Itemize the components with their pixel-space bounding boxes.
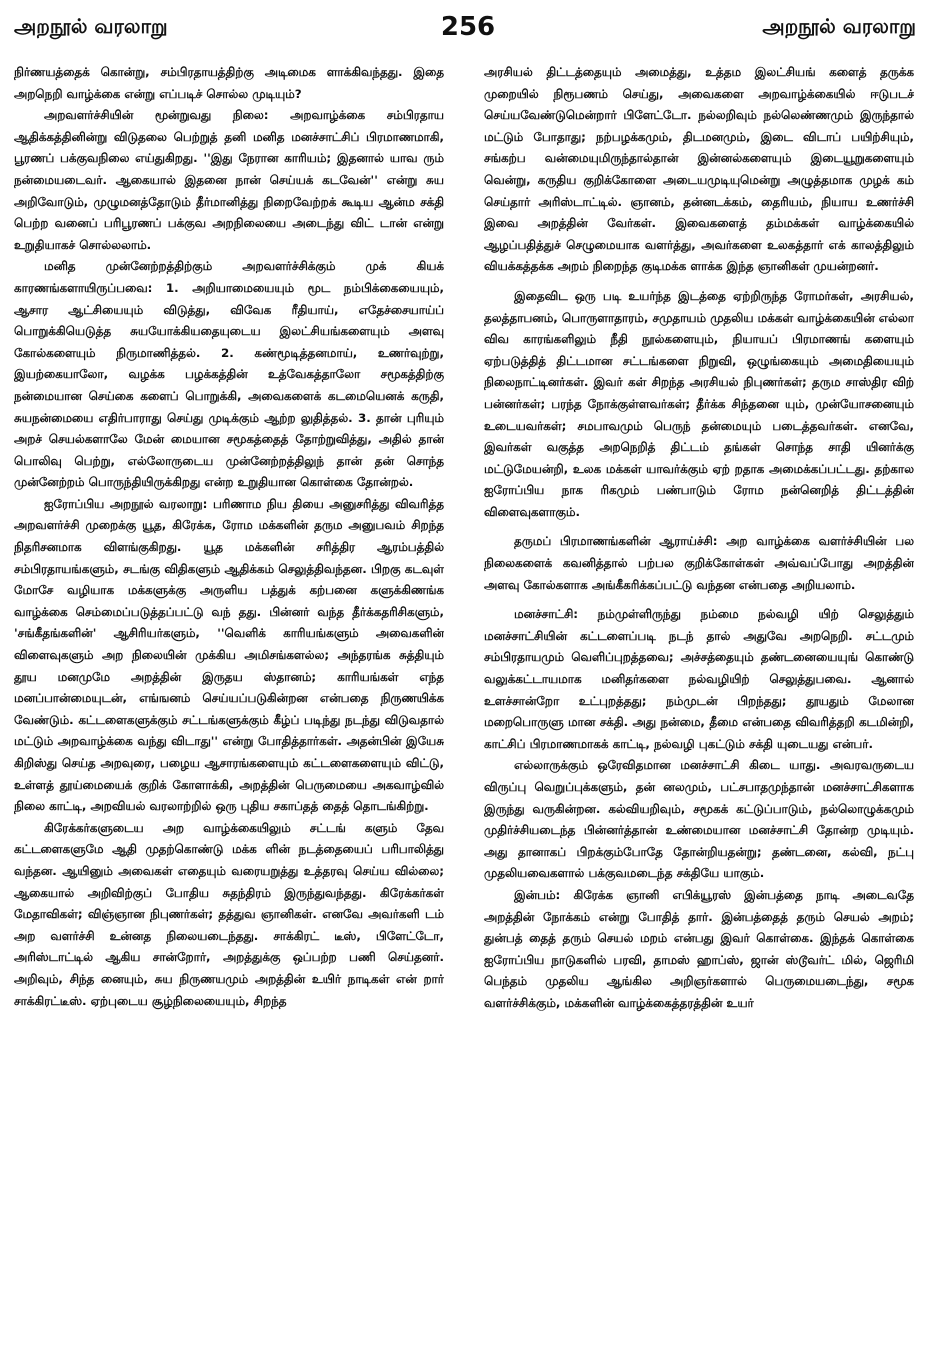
paragraph-text: இதைவிட ஒரு படி உயர்ந்த இடத்தை ஏற்றிருந்த ரோமர்கள், அரசியல், தலத்தாபனம், பொருளாதாரம், சமுதாயம் முதலிய மக்கள் வாழ்க்கையின் எல்லா விவ காரங்களிலும் நீதி நூல்களையும், நியாயப் பிரமாணங் களையும் ஏற்படுத்தித் திட்டமான சட்டங்களை நிறுவி, ஒழுங்கையும் அமைதியையும் நிலைநாட்டினர்கள். இவர் கள் சிறந்த அரசியல் நிபுணர்கள்; தரும சாஸ்திர விற் பன்னர்கள்; பரந்த நோக்குள்ளவர்கள்; தீர்க்க சிந்தனை யும், முன்யோசனையும் உடையவர்கள்; சமபாவமும் பெருந் தன்மையும் படைத்தவர்கள். எனவே, இவர்கள் வகுத்த அறநெறித் திட்டம் தங்கள் சொந்த சாதி யினர்க்கு மட்டுமேயன்றி, உலக மக்கள் யாவர்க்கும் ஏற் றதாக அமைக்கப்பட்டது. தற்கால ஐரோப்பிய நாக ரிகமும் பண்பாடும் ரோம நன்னெறித் திட்டத்தின் விளைவுகளாகும்.	[484, 288, 914, 519]
paragraph-text: பரிணாம நிய தியை அனுசரித்து விவரித்த அறவளர்ச்சி முறைக்கு யூத, கிரேக்க, ரோம மக்களின் தரும அனுபவம் சிறந்த நிதரிசனமாக விளங்குகிறது. யூத மக்களின் சரித்திர ஆரம்பத்தில் சம்பிரதாயங்களும், சடங்கு விதிகளும் ஆதிக்கம் செலுத்திவந்தன. பிறகு கடவுள் மோசே வழியாக மக்களுக்கு அருளிய பத்துக் கற்பனை களுக்கிணங்க வாழ்க்கை செம்மைப்படுத்தப்பட்டு வந் தது. பின்னர் வந்த தீர்க்கதரிசிகளும், 'சங்கீதங்களின்' ஆசிரியர்களும், ''வெளிக் காரியங்களும் அவைகளின் விளைவுகளும் அற நிலையின் முக்கிய அமிசங்களல்ல; அந்தரங்க சுத்தியும் தூய மனமுமே அறத்தின் இருதய ஸ்தானம்; காரியங்கள் எந்த மனப்பான்மையுடன், எங்ஙனம் செய்யப்படுகின்றன என்பதை நிருணயிக்க வேண்டும். கட்டளைகளுக்கும் சட்டங்களுக்கும் கீழ்ப் படிந்து நடந்து விடுவதால் மட்டும் அறவாழ்க்கை வந்து விடாது'' என்று போதித்தார்கள். அதன்பின் இயேசு கிறிஸ்து செய்த அறவுரை, பழைய ஆசாரங்களையும் கட்டளைகளையும் விட்டு, உள்ளத் தூய்மையைக் குறிக் கோளாக்கி, அறத்தின் பெருமையை அகவாழ்வில் நிலை காட்டி, அறவியல் வரலாற்றில் ஒரு புதிய சகாப்தத் தைத் தொடங்கிற்று.	[14, 496, 444, 814]
paragraph-text: நிர்ணயத்தைக் கொன்று, சம்பிரதாயத்திற்கு அடிமைக ளாக்கிவந்தது. இதை அறநெறி வாழ்க்கை என்று எப்படிச் சொல்ல முடியும்?	[14, 65, 444, 101]
paragraph	[14, 62, 444, 105]
left-column	[14, 62, 444, 1362]
paragraph-text: அறவாழ்க்கை சம்பிரதாய ஆதிக்கத்தினின்று விடுதலை பெற்றுத் தனி மனித மனச்சாட்சிப் பிரமாணமாகி, பூரணப் பக்குவநிலை எய்துகிறது. ''இது நேரான காரியம்; இதனால் யாவ ரும் நன்மையடைவர். ஆகையால் இதனை நான் செய்யக் கடவேன்'' என்று சுய அறிவோடும், முழுமனத்தோடும் தீர்மானித்து நிறைவேற்றக் கூடிய ஆன்ம சக்தி பெற்ற வனைப் பரிபூரணப் பக்குவ அறநிலையை அடைந்து விட் டான் என்று உறுதியாகச் சொல்லலாம்.	[14, 108, 444, 252]
page-number: 256	[440, 12, 496, 42]
paragraph	[14, 818, 444, 1012]
paragraph-lead: அறவளர்ச்சியின் மூன்றுவது நிலை:	[44, 108, 269, 123]
paragraph-text: அரசியல் திட்டத்தையும் அமைத்து, உத்தம இலட்சியங் களைத் தருக்க முறையில் நிரூபணம் செய்து, அவைகளை அறவாழ்க்கையில் ஈடுபடச் செய்யவேண்டுமென்றார் பிளேட்டோ. நல்லறிவும் நல்லெண்ணமும் இருந்தால் மட்டும் போதாது; நற்பழக்கமும், திடமனமும், இடை விடாப் பயிற்சியும், சங்கற்ப வன்மையுமிருந்தால்தான் இன்னல்களையும் இடையூறுகளையும் வென்று, கருதிய குறிக்கோளை அடையமுடியுமென்று அழுத்தமாக முழக் கம் செய்தார் அரிஸ்டாட்டில். ஞானம், தன்னடக்கம், தைரியம், நியாய உணர்ச்சி இவை அறத்தின் வேர்கள். இவைகளைத் தம்மக்கள் வாழ்க்கையில் ஆழப்பதித்துச் செழுமையாக வளர்த்து, அவர்களை உலகத்தார் எக் காலத்திலும் வியக்கத்தக்க அறம் நிறைந்த குடிமக்க ளாக்க இந்த ஞானிகள் முயன்றனர்.	[484, 65, 914, 274]
running-header-right: அறநூல் வரலாறு	[762, 14, 916, 38]
paragraph-lead: தருமப் பிரமாணங்களின் ஆராய்ச்சி:	[514, 534, 718, 549]
paragraph-lead: இன்பம்:	[514, 887, 561, 902]
paragraph-text: நம்முள்ளிருந்து நம்மை நல்வழி யிற் செலுத்தும் மனச்சாட்சியின் கட்டளைப்படி நடந் தால் அதுவே அறநெறி. சட்டமும் சம்பிரதாயமும் வெளிப்புறத்தவை; அச்சத்தையும் தண்டனையையுங் கொண்டு வலுக்கட்டாயமாக மனிதர்களை நல்வழியிற் செலுத்துபவை. ஆனால் உளச்சான்றோ உட்புறத்தது; நம்முடன் பிறந்தது; தூயதும் மேலான மறைபொருளு மான சக்தி. அது நன்மை, தீமை என்பதை விவரித்தறி கடமின்றி, காட்சிப் பிரமாணமாகக் காட்டி, நல்வழி புகட்டும் சக்தி யுடையது என்பர்.	[484, 607, 914, 751]
paragraph-text: அற வாழ்க்கை வளர்ச்சியின் பல நிலைகளைக் கவனித்தால் பற்பல குறிக்கோள்கள் அவ்வப்போது அறத்தின் அளவு கோல்களாக அங்கீகரிக்கப்பட்டு வந்தன என்பதை அறியலாம்.	[484, 534, 914, 592]
right-column	[484, 62, 914, 1362]
paragraph-text: கிரேக்கர்களுடைய அற வாழ்க்கையிலும் சட்டங் களும் தேவ கட்டளைகளுமே ஆதி முதற்கொண்டு மக்க ளின் நடத்தையைப் பரிபாலித்து வந்தன. ஆயினும் அவைகள் எதையும் வரையறுத்து உத்தரவு செய்ய வில்லை; ஆகையால் அறிவிற்குப் போதிய சுதந்திரம் இருந்துவந்தது. கிரேக்கர்கள் மேதாவிகள்; விஞ்ஞான நிபுணர்கள்; தத்துவ ஞானிகள். எனவே அவர்களி டம் அற வளர்ச்சி உன்னத நிலையடைந்தது. சாக்கிரட் டீஸ், பிளேட்டோ, அரிஸ்டாட்டில் ஆகிய சான்றோர், அறத்துக்கு ஒப்பற்ற பணி செய்தனர். அறிவும், சிந்த னையும், சுய நிருணயமும் அறத்தின் உயிர் நாடிகள் என் றார் சாக்கிரட்டீஸ். ஏற்புடைய சூழ்நிலையையும், சிறந்த	[14, 820, 444, 1008]
paragraph	[14, 105, 444, 256]
paragraph-text: மனித முன்னேற்றத்திற்கும் அறவளர்ச்சிக்கும் முக் கியக் காரணங்களாயிருப்பவை: 1. அறியாமையையும் மூட நம்பிக்கையையும், ஆசார ஆட்சியையும் விடுத்து, விவேக ரீதியாய், எதேச்சையாய்ப் பொறுக்கியெடுத்த சுயயோக்கியதையுடைய இலட்சியங்களையும் அளவு கோல்களையும் நிருமாணித்தல். 2. கண்மூடித்தனமாய், உணர்வுற்று, இயற்கையாலோ, வழக்க பழக்கத்தின் உத்வேகத்தாலோ சமூகத்திற்கு நன்மையான செய்கை களைப் பொறுக்கி, அவைகளைக் கடமையெனக் கருதி, சுயநன்மையை எதிர்பாராது செய்து முடிக்கும் ஆற்ற லுதித்தல். 3. தான் புரியும் அறச் செயல்களாலே மேன் மையான சமூகத்தைத் தோற்றுவித்து, அதில் தான் பொலிவு பெற்று, எல்லோருடைய முன்னேற்றத்திலுந் தான் தன் சொந்த முன்னேற்றம் பொருந்தியிருக்கிறது என்ற உறுதியான கொள்கை தோன்றல்.	[14, 259, 444, 490]
paragraph	[14, 494, 444, 818]
paragraph	[484, 604, 914, 755]
paragraph-lead: மனச்சாட்சி:	[514, 607, 579, 622]
paragraph	[484, 755, 914, 885]
paragraph-text: கிரேக்க ஞானி எபிக்யூரஸ் இன்பத்தை நாடி அடைவதே அறத்தின் நோக்கம் என்று போதித் தார். இன்பத்தைத் தரும் செயல் அறம்; துன்பத் தைத் தரும் செயல் மறம் என்பது இவர் கொள்கை. இந்தக் கொள்கை ஐரோப்பிய நாடுகளில் பரவி, தாமஸ் ஹாப்ஸ், ஜான் ஸ்டூவர்ட் மில், ஜெரிமி பெந்தம் முதலிய ஆங்கில அறிஞர்களால் பெருமையடைந்து, சமூக வளர்ச்சிக்கும், மக்களின் வாழ்க்கைத்தரத்தின் உயர்	[484, 887, 914, 1010]
paragraph	[484, 531, 914, 596]
paragraph	[484, 286, 914, 524]
running-header-left: அறநூல் வரலாறு	[14, 14, 168, 38]
paragraph	[484, 62, 914, 278]
paragraph	[14, 256, 444, 494]
paragraph-lead: ஐரோப்பிய அறநூல் வரலாறு:	[44, 496, 208, 511]
paragraph	[484, 885, 914, 1015]
paragraph-text: எல்லாருக்கும் ஒரேவிதமான மனச்சாட்சி கிடை யாது. அவரவருடைய விருப்பு வெறுப்புக்களும், தன் னலமும், பட்சபாதமுந்தான் மனச்சாட்சிகளாக இருந்து வருகின்றன. கல்வியறிவும், சமூகக் கட்டுப்பாடும், நல்லொழுக்கமும் முதிர்ச்சியடைந்த பின்னர்த்தான் உண்மையான மனச்சாட்சி தோன்ற முடியும். அது தானாகப் பிறக்கும்போதே தோன்றியதன்று; தண்டனை, கல்வி, நட்பு முதலியவைகளால் பக்குவமடைந்த சக்தியே யாகும்.	[484, 758, 914, 881]
